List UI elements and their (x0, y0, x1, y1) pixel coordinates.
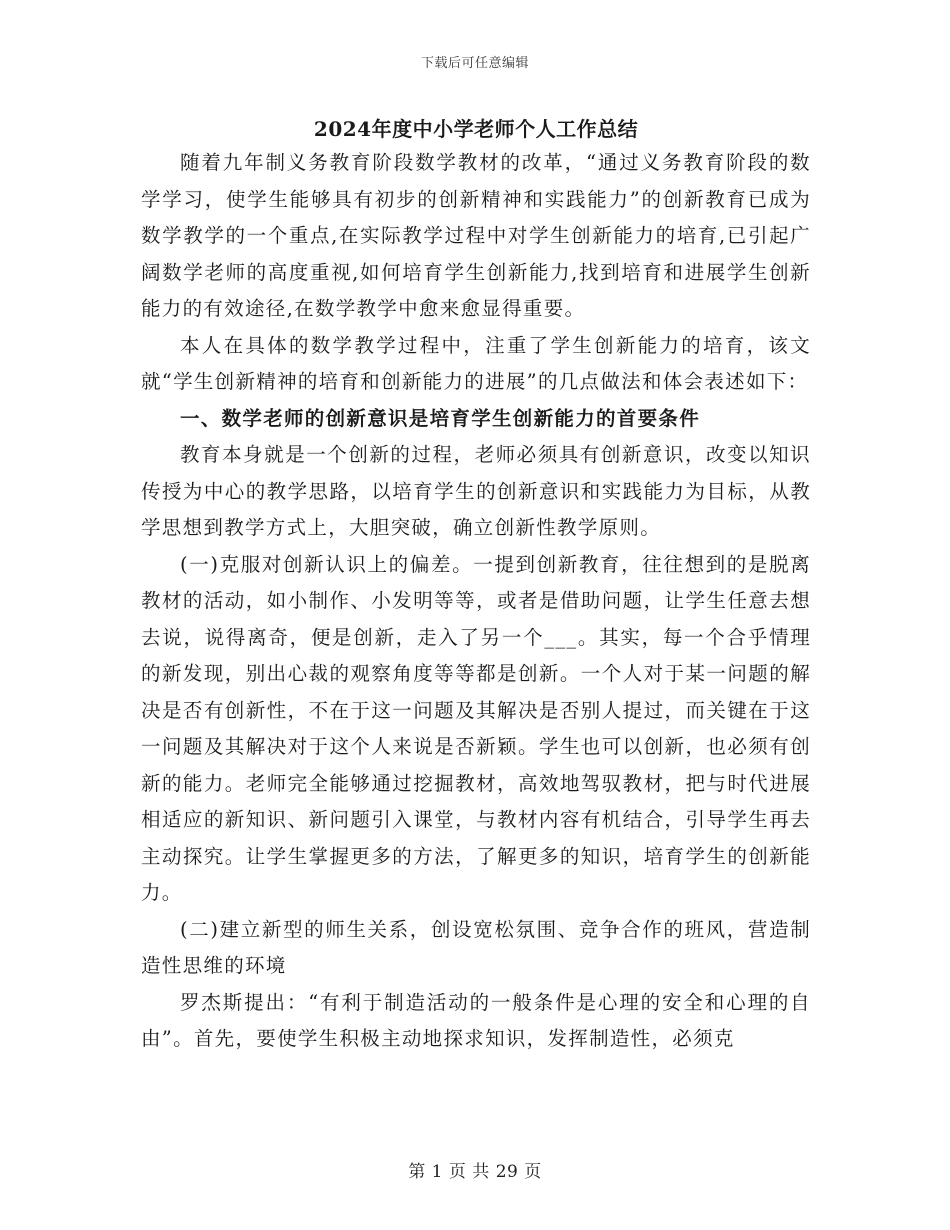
paragraph-subsection-1: (一)克服对创新认识上的偏差。一提到创新教育，往往想到的是脱离教材的活动，如小制作、小发明等等，或者是借助问题，让学生任意去想去说，说得离奇，便是创新，走入了另一个___。其实，每一个合乎情理的新发现，别出心裁的观察角度等等都是创新。一个人对于某一问题的解决是否有创新性，不在于这一问题及其解决是否别人提过，而关键在于这一问题及其解决对于这个人来说是否新颖。学生也可以创新，也必须有创新的能力。老师完全能够通过挖掘教材，高效地驾驭教材，把与时代进展相适应的新知识、新问题引入课堂，与教材内容有机结合，引导学生再去主动探究。让学生掌握更多的方法，了解更多的知识，培育学生的创新能力。 (141, 552, 811, 904)
paragraph-subsection-2-heading: (二)建立新型的师生关系，创设宽松氛围、竞争合作的班风，营造制造性思维的环境 (141, 917, 811, 977)
page-number-footer: 第 1 页 共 29 页 (408, 1162, 542, 1182)
paragraph-intro: 随着九年制义务教育阶段数学教材的改革，“通过义务教育阶段的数学学习，使学生能够具有初步的创新精神和实践能力”的创新教育已成为数学教学的一个重点,在实际教学过程中对学生创新能力的培育,已引起广阔数学老师的高度重视,如何培育学生创新能力,找到培育和进展学生创新能力的有效途径,在数学教学中愈来愈显得重要。 (141, 151, 811, 320)
section-heading-1: 一、数学老师的创新意识是培育学生创新能力的首要条件 (180, 406, 701, 430)
header-note: 下载后可任意编辑 (420, 56, 529, 71)
paragraph-statement: 本人在具体的数学教学过程中，注重了学生创新能力的培育，该文就“学生创新精神的培育和创新能力的进展”的几点做法和体会表述如下： (141, 333, 811, 393)
paragraph-education-innovation: 教育本身就是一个创新的过程，老师必须具有创新意识，改变以知识传授为中心的教学思路，以培育学生的创新意识和实践能力为目标，从教学思想到教学方式上，大胆突破，确立创新性教学原则。 (141, 443, 811, 539)
document-body (141, 113, 811, 1058)
paragraph-rogers-quote: 罗杰斯提出：“有利于制造活动的一般条件是心理的安全和心理的自由”。首先，要使学生积极主动地探求知识，发挥制造性，必须克 (141, 990, 811, 1050)
document-title: 2024年度中小学老师个人工作总结 (313, 117, 639, 141)
